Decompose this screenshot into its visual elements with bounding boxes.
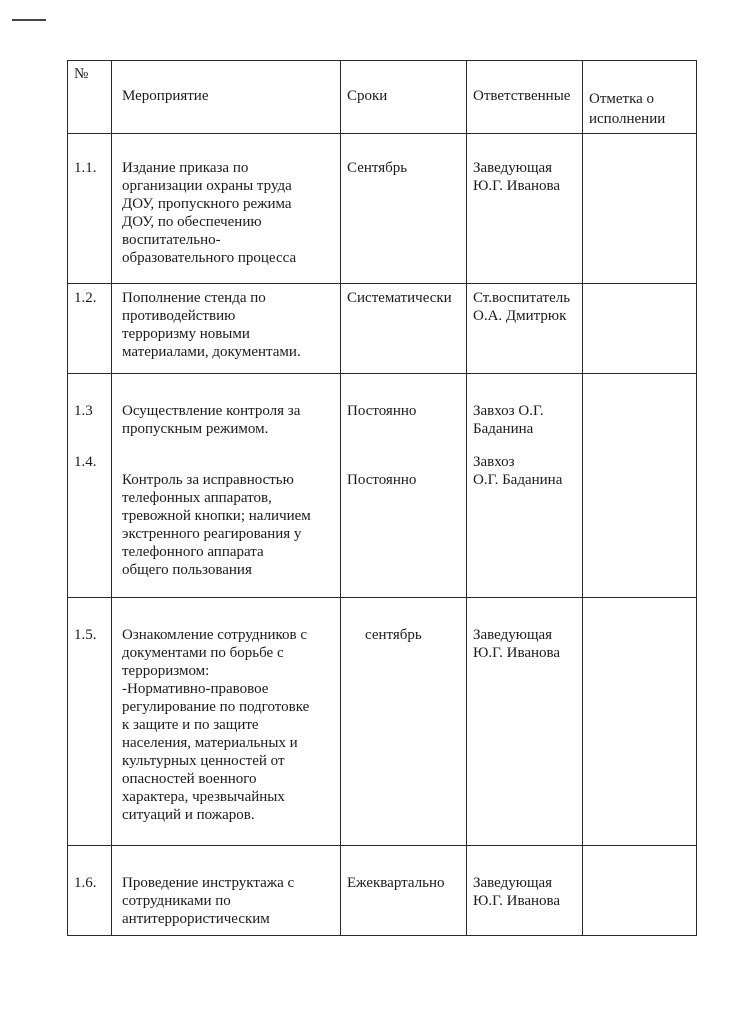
header-mark: Отметка о исполнении — [589, 91, 666, 127]
row-num: 1.5. — [74, 627, 97, 643]
row-responsible-secondary: Завхоз О.Г. Баданина — [473, 454, 563, 488]
row-responsible-cell — [467, 374, 583, 598]
row-num: 1.6. — [74, 875, 97, 891]
row-num-cell — [68, 846, 112, 936]
row-term-cell — [341, 598, 467, 846]
header-responsible-cell — [467, 61, 583, 134]
row-mark-cell — [583, 598, 697, 846]
header-term: Сроки — [347, 88, 388, 104]
row-num: 1.3 — [74, 403, 93, 419]
row-term: Сентябрь — [347, 160, 408, 176]
row-responsible-cell — [467, 134, 583, 284]
row-num-cell — [68, 284, 112, 374]
row-num-cell — [68, 134, 112, 284]
row-responsible-cell — [467, 598, 583, 846]
row-num-cell — [68, 374, 112, 598]
row-term-secondary: Постоянно — [347, 472, 417, 488]
plan-table — [67, 60, 697, 936]
row-event: Осуществление контроля за пропускным режимом. — [122, 403, 301, 437]
table-row — [68, 598, 697, 846]
row-responsible: Завхоз О.Г. Баданина — [473, 403, 544, 437]
row-term-cell — [341, 284, 467, 374]
table-row — [68, 134, 697, 284]
row-event: Пополнение стенда по противодействию терроризму новыми материалами, документами. — [122, 290, 301, 360]
table-row — [68, 284, 697, 374]
row-event-cell — [112, 134, 341, 284]
row-event-cell — [112, 284, 341, 374]
table-header-row — [68, 61, 697, 134]
row-mark-cell — [583, 134, 697, 284]
header-mark-cell — [583, 61, 697, 134]
row-event-secondary: Контроль за исправностью телефонных аппаратов, тревожной кнопки; наличием экстренного реагирования у телефонного аппарата общего пользования — [122, 472, 311, 578]
row-term: Постоянно — [347, 403, 417, 419]
row-event-cell — [112, 598, 341, 846]
row-term: сентябрь — [365, 627, 422, 643]
header-num-cell — [68, 61, 112, 134]
row-event: Издание приказа по организации охраны труда ДОУ, пропускного режима ДОУ, по обеспечению воспитательно- образовательного процесса — [122, 160, 297, 266]
row-num: 1.1. — [74, 160, 97, 176]
row-mark-cell — [583, 284, 697, 374]
header-num: № — [74, 66, 89, 82]
row-event-cell — [112, 374, 341, 598]
row-responsible-cell — [467, 284, 583, 374]
table-row — [68, 374, 697, 598]
row-num: 1.2. — [74, 290, 97, 306]
row-num-cell — [68, 598, 112, 846]
row-event: Ознакомление сотрудников с документами по борьбе с терроризмом: -Нормативно-правовое регулирование по подготовке к защите и по защите населения, материальных и культурных ценностей от опасностей военного характера, чрезвычайных ситуаций и пожаров. — [122, 627, 310, 823]
corner-mark — [12, 19, 46, 21]
row-event-cell — [112, 846, 341, 936]
row-term: Ежеквартально — [347, 875, 445, 891]
row-responsible: Ст.воспитатель О.А. Дмитрюк — [473, 290, 571, 324]
row-responsible-cell — [467, 846, 583, 936]
row-event: Проведение инструктажа с сотрудниками по антитеррористическим — [122, 875, 295, 927]
row-term-cell — [341, 374, 467, 598]
row-responsible: Заведующая Ю.Г. Иванова — [473, 875, 561, 909]
row-mark-cell — [583, 374, 697, 598]
row-num-secondary: 1.4. — [74, 454, 97, 470]
row-mark-cell — [583, 846, 697, 936]
header-responsible: Ответственные — [473, 88, 571, 104]
row-responsible: Заведующая Ю.Г. Иванова — [473, 160, 561, 194]
header-term-cell — [341, 61, 467, 134]
header-event: Мероприятие — [122, 88, 209, 104]
header-event-cell — [112, 61, 341, 134]
table-row — [68, 846, 697, 936]
row-term-cell — [341, 846, 467, 936]
row-responsible: Заведующая Ю.Г. Иванова — [473, 627, 561, 661]
row-term-cell — [341, 134, 467, 284]
row-term: Систематически — [347, 290, 452, 306]
